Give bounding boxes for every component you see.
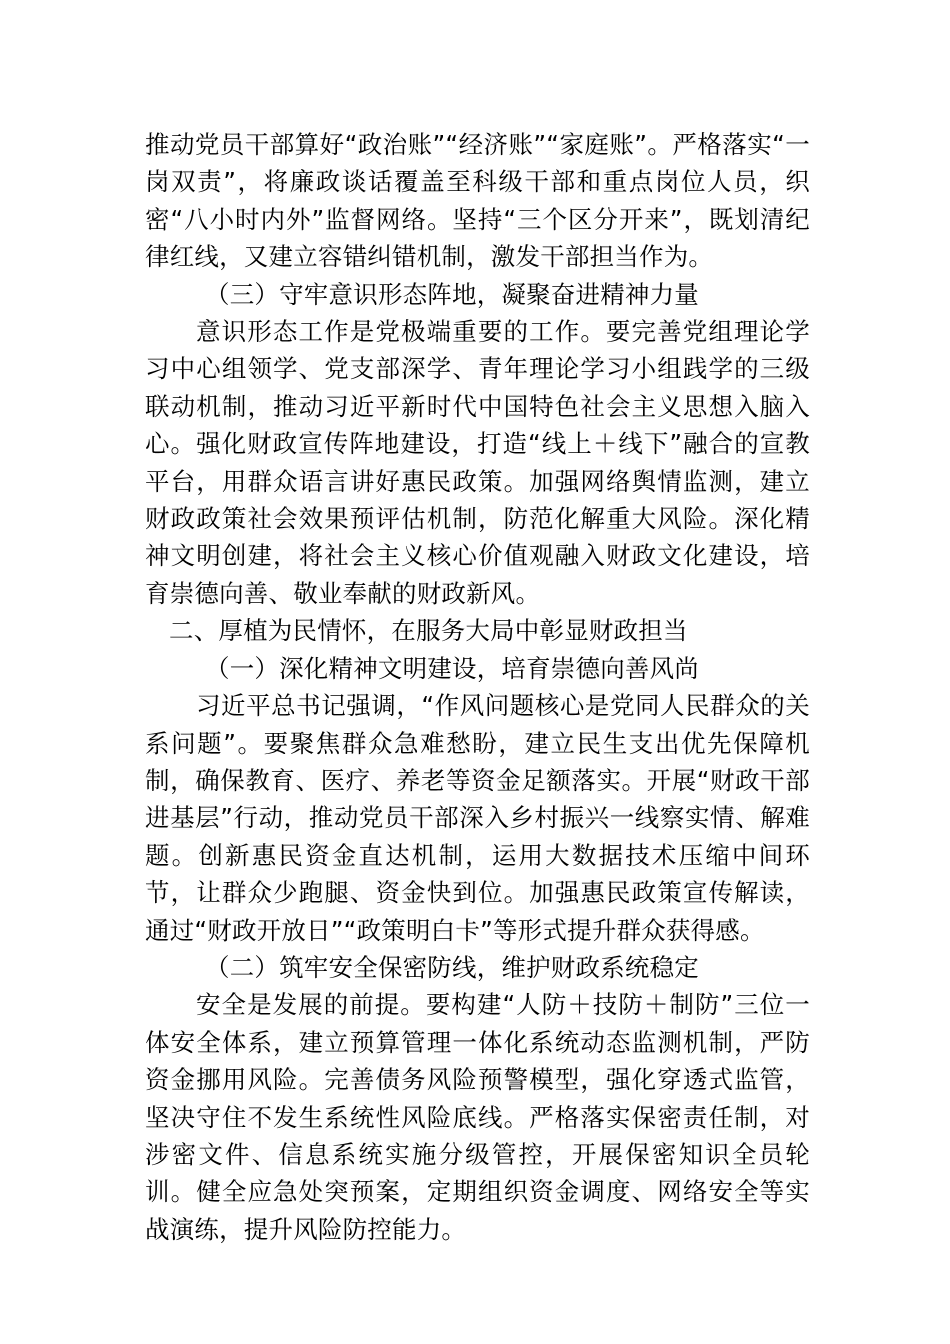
paragraph-security: 安全是发展的前提。要构建“人防＋技防＋制防”三位一体安全体系，建立预算管理一体化系统动态监测机制，严防资金挪用风险。完善债务风险预警模型，强化穿透式监管，坚决守住不发生系统性风险底线。严格落实保密责任制，对涉密文件、信息系统实施分级管控，开展保密知识全员轮训。健全应急处突预案，定期组织资金调度、网络安全等实战演练，提升风险防控能力。	[145, 990, 810, 1244]
subheading-one: （一）深化精神文明建设，培育崇德向善风尚	[205, 653, 699, 683]
paragraph-continued: 推动党员干部算好“政治账”“经济账”“家庭账”。严格落实“一岗双责”，将廉政谈话覆盖至科级干部和重点岗位人员，织密“八小时内外”监督网络。坚持“三个区分开来”，既划清纪律红线，又建立容错纠错机制，激发干部担当作为。	[145, 130, 810, 272]
document-page	[145, 126, 810, 1248]
paragraph-ideology: 意识形态工作是党极端重要的工作。要完善党组理论学习中心组领学、党支部深学、青年理论学习小组践学的三级联动机制，推动习近平新时代中国特色社会主义思想入脑入心。强化财政宣传阵地建设，打造“线上＋线下”融合的宣教平台，用群众语言讲好惠民政策。加强网络舆情监测，建立财政政策社会效果预评估机制，防范化解重大风险。深化精神文明创建，将社会主义核心价值观融入财政文化建设，培育崇德向善、敬业奉献的财政新风。	[145, 317, 810, 608]
subheading-two: （二）筑牢安全保密防线，维护财政系统稳定	[205, 952, 699, 982]
paragraph-people: 习近平总书记强调，“作风问题核心是党同人民群众的关系问题”。要聚焦群众急难愁盼，建立民生支出优先保障机制，确保教育、医疗、养老等资金足额落实。开展“财政干部进基层”行动，推动党员干部深入乡村振兴一线察实情、解难题。创新惠民资金直达机制，运用大数据技术压缩中间环节，让群众少跑腿、资金快到位。加强惠民政策宣传解读，通过“财政开放日”“政策明白卡”等形式提升群众获得感。	[145, 691, 810, 945]
subheading-three: （三）守牢意识形态阵地，凝聚奋进精神力量	[205, 279, 699, 309]
section-heading-two: 二、厚植为民情怀，在服务大局中彰显财政担当	[169, 616, 688, 646]
